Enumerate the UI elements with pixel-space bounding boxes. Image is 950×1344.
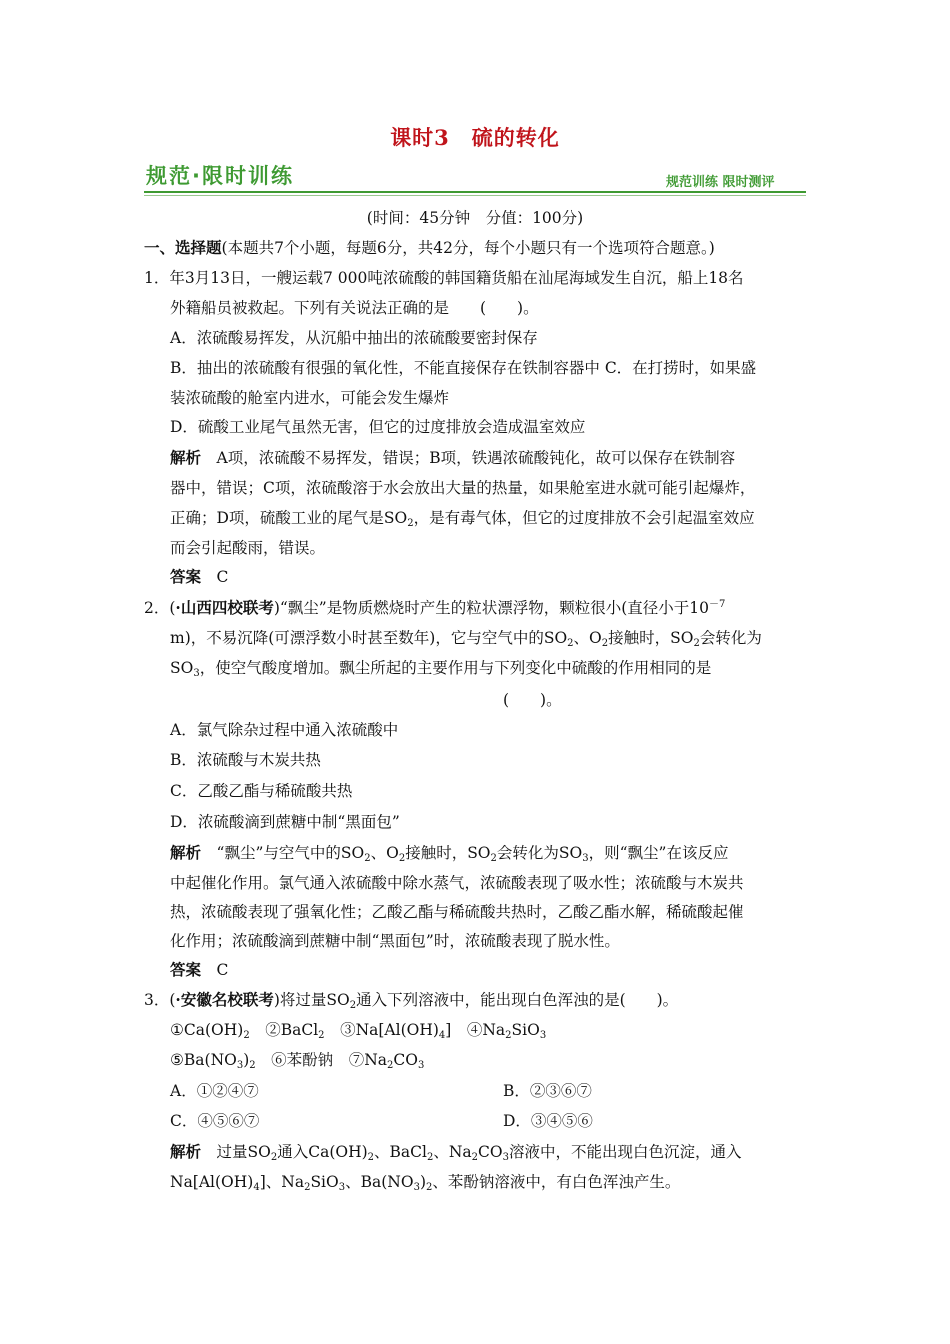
q2-analysis-line3: 热，浓硫酸表现了强氧化性；乙酸乙酯与稀硫酸共热时，乙酸乙酯水解，稀硫酸起催 [170,903,744,921]
q1-stem-line1: 1．年3月13日，一艘运载7 000吨浓硫酸的韩国籍货船在汕尾海域发生自沉，船上18名 [144,269,744,287]
banner-rule-thin [144,195,806,196]
q2-option-c: C．乙酸乙酯与稀硫酸共热 [170,782,353,800]
q2-option-d: D．浓硫酸滴到蔗糖中制“黑面包” [170,813,400,831]
page-title: 课时3 硫的转化 [390,125,560,150]
q3-option-b: B．②③⑥⑦ [503,1082,592,1100]
time-info: (时间：45分钟 分值：100分) [366,209,584,227]
q3-option-a: A．①②④⑦ [170,1082,259,1100]
q3-choices-row2: $⑤Ba(NO_3)_2$ ⑥苯酚钠 $⑦Na_2CO_3$ [170,1051,425,1071]
section-banner-title: 规范·限时训练 [146,164,294,188]
q2-stem-line2: m)，不易沉降(可漂浮数小时甚至数年)，它与空气中的$SO_2$、$O_2$接触时，$SO_2$会转化为 [170,629,762,649]
q1-analysis-line3: 正确；D项，硫酸工业的尾气是$SO_2$，是有毒气体，但它的过度排放不会引起温室效应 [170,509,755,529]
q2-analysis-line2: 中起催化作用。氯气通入浓硫酸中除水蒸气，浓硫酸表现了吸水性；浓硫酸与木炭共 [170,874,744,892]
q1-analysis-line4: 而会引起酸雨，错误。 [170,539,326,557]
q1-analysis-line2: 器中，错误；C项，浓硫酸溶于水会放出大量的热量，如果舱室进水就可能引起爆炸， [170,479,756,497]
q1-option-b-line2: 装浓硫酸的舱室内进水，可能会发生爆炸 [170,389,450,407]
q2-option-b: B．浓硫酸与木炭共热 [170,751,321,769]
q2-stem-line1: 2．(·山西四校联考)“飘尘”是物质燃烧时产生的粒状漂浮物，颗粒很小(直径小于$10^{-7}$ [144,598,726,617]
q1-analysis-line1: 解析 A项，浓硫酸不易挥发，错误；B项，铁遇浓硫酸钝化，故可以保存在铁制容 [170,448,736,467]
banner-rule [144,191,806,193]
q3-choices-row1: $①Ca(OH)_2$ ②BaCl$_2$ $③Na[Al(OH)_4]$ $④Na_2SiO_3$ [170,1021,547,1041]
section-banner-subtitle: 规范训练 限时测评 [666,175,775,190]
q2-answer-blank: ( )。 [503,691,562,709]
q2-analysis-line1: 解析 “飘尘”与空气中的$SO_2$、$O_2$接触时，$SO_2$会转化为$SO_3$，则“飘尘”在该反应 [170,843,729,864]
q2-answer: 答案 C [170,960,229,979]
q1-option-a: A．浓硫酸易挥发，从沉船中抽出的浓硫酸要密封保存 [170,329,538,347]
q1-stem-line2: 外籍船员被救起。下列有关说法正确的是 ( )。 [170,299,539,317]
q1-option-b-line1: B．抽出的浓硫酸有很强的氧化性，不能直接保存在铁制容器中 C．在打捞时，如果盛 [170,359,757,377]
q3-stem: 3．(·安徽名校联考)将过量$SO_2$通入下列溶液中，能出现白色浑浊的是( )。 [144,990,679,1011]
q3-option-d: D．③④⑤⑥ [503,1112,593,1130]
q1-option-d: D．硫酸工业尾气虽然无害，但它的过度排放会造成温室效应 [170,418,586,436]
q2-stem-line3: $SO_3$，使空气酸度增加。飘尘所起的主要作用与下列变化中硫酸的作用相同的是 [170,659,712,679]
q1-answer: 答案 C [170,567,229,586]
q2-analysis-line4: 化作用；浓硫酸滴到蔗糖中制“黑面包”时，浓硫酸表现了脱水性。 [170,932,620,950]
q2-option-a: A．氯气除杂过程中通入浓硫酸中 [170,721,399,739]
q3-analysis-line1: 解析 过量$SO_2$通入$Ca(OH)_2$、BaCl$_2$、$Na_2CO_3$溶液中，不能出现白色沉淀，通入 [170,1142,742,1163]
section-heading: 一、选择题(本题共7个小题，每题6分，共42分，每个小题只有一个选项符合题意。) [144,238,715,257]
q3-analysis-line2: $Na[Al(OH)_4]$、$Na_2SiO_3$、$Ba(NO_3)_2$、苯酚钠溶液中，有白色浑浊产生。 [170,1173,681,1193]
q3-option-c: C．④⑤⑥⑦ [170,1112,260,1130]
